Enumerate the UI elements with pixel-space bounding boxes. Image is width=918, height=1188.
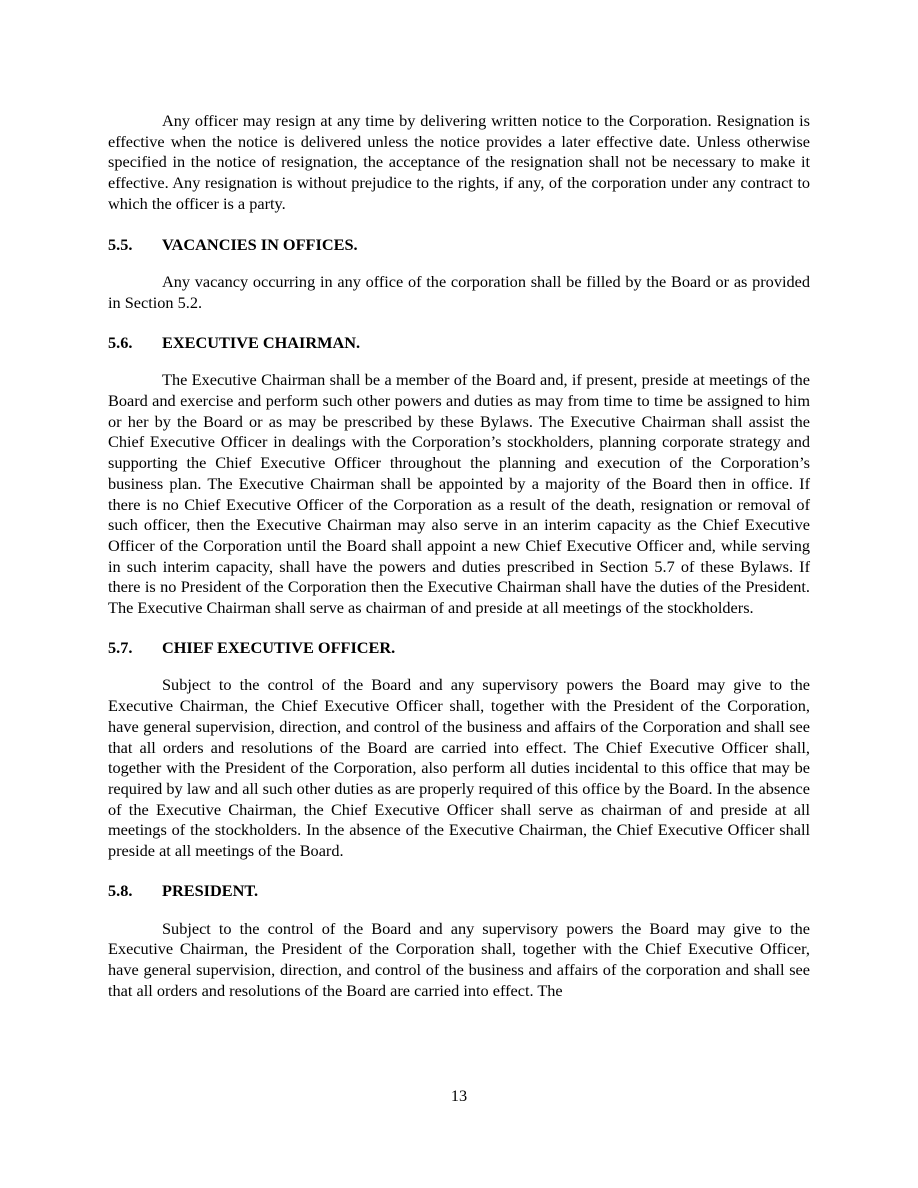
section-title: PRESIDENT. [162, 880, 259, 900]
section-title: VACANCIES IN OFFICES. [162, 234, 358, 254]
section-body-5-7: Subject to the control of the Board and any supervisory powers the Board may give to the Executive Chairman, the Chief Executive Officer shall, together with the President of the Corporation, have general supervision, direction, and control of the business and affairs of the Corporation and shall see that all orders and resolutions of the Board are carried into effect. The Chief Executive Officer shall, together with the President of the Corporation, also perform all duties incidental to this office that may be required by law and all such other duties as are properly required of this office by the Board. In the absence of the Executive Chairman, the Chief Executive Officer shall serve as chairman of and preside at all meetings of the stockholders. In the absence of the Executive Chairman, the Chief Executive Officer shall preside at all meetings of the Board. [108, 675, 810, 861]
section-heading-5-6 [108, 333, 810, 354]
section-title: CHIEF EXECUTIVE OFFICER. [162, 637, 396, 657]
section-number: 5.7. [108, 637, 133, 657]
section-body-5-5: Any vacancy occurring in any office of the corporation shall be filled by the Board or as provided in Section 5.2. [108, 272, 810, 312]
section-title: EXECUTIVE CHAIRMAN. [162, 332, 361, 352]
section-heading-5-8 [108, 881, 810, 902]
section-number: 5.5. [108, 234, 133, 254]
section-heading-5-7 [108, 638, 810, 659]
section-body-5-6: The Executive Chairman shall be a member of the Board and, if present, preside at meetings of the Board and exercise and perform such other powers and duties as may from time to time be assigned to him or her by the Board or as may be prescribed by these Bylaws. The Executive Chairman shall assist the Chief Executive Officer in dealings with the Corporation’s stockholders, planning corporate strategy and supporting the Chief Executive Officer throughout the planning and execution of the Corporation’s business plan. The Executive Chairman shall be appointed by a majority of the Board then in office. If there is no Chief Executive Officer of the Corporation as a result of the death, resignation or removal of such officer, then the Executive Chairman may also serve in an interim capacity as the Chief Executive Officer of the Corporation until the Board shall appoint a new Chief Executive Officer and, while serving in such interim capacity, shall have the powers and duties prescribed in Section 5.7 of these Bylaws. If there is no President of the Corporation then the Executive Chairman shall have the duties of the President. The Executive Chairman shall serve as chairman of and preside at all meetings of the stockholders. [108, 370, 810, 618]
document-page [108, 111, 810, 1020]
section-number: 5.6. [108, 332, 133, 352]
section-body-5-8: Subject to the control of the Board and any supervisory powers the Board may give to the Executive Chairman, the President of the Corporation shall, together with the Chief Executive Officer, have general supervision, direction, and control of the business and affairs of the corporation and shall see that all orders and resolutions of the Board are carried into effect. The [108, 918, 810, 1000]
section-number: 5.8. [108, 880, 133, 900]
page-number: 13 [450, 1086, 468, 1105]
section-heading-5-5 [108, 235, 810, 256]
resignation-paragraph: Any officer may resign at any time by delivering written notice to the Corporation. Resignation is effective when the notice is delivered unless the notice provides a later effective date. Unless otherwise specified in the notice of resignation, the acceptance of the resignation shall not be necessary to make it effective. Any resignation is without prejudice to the rights, if any, of the corporation under any contract to which the officer is a party. [108, 111, 810, 213]
